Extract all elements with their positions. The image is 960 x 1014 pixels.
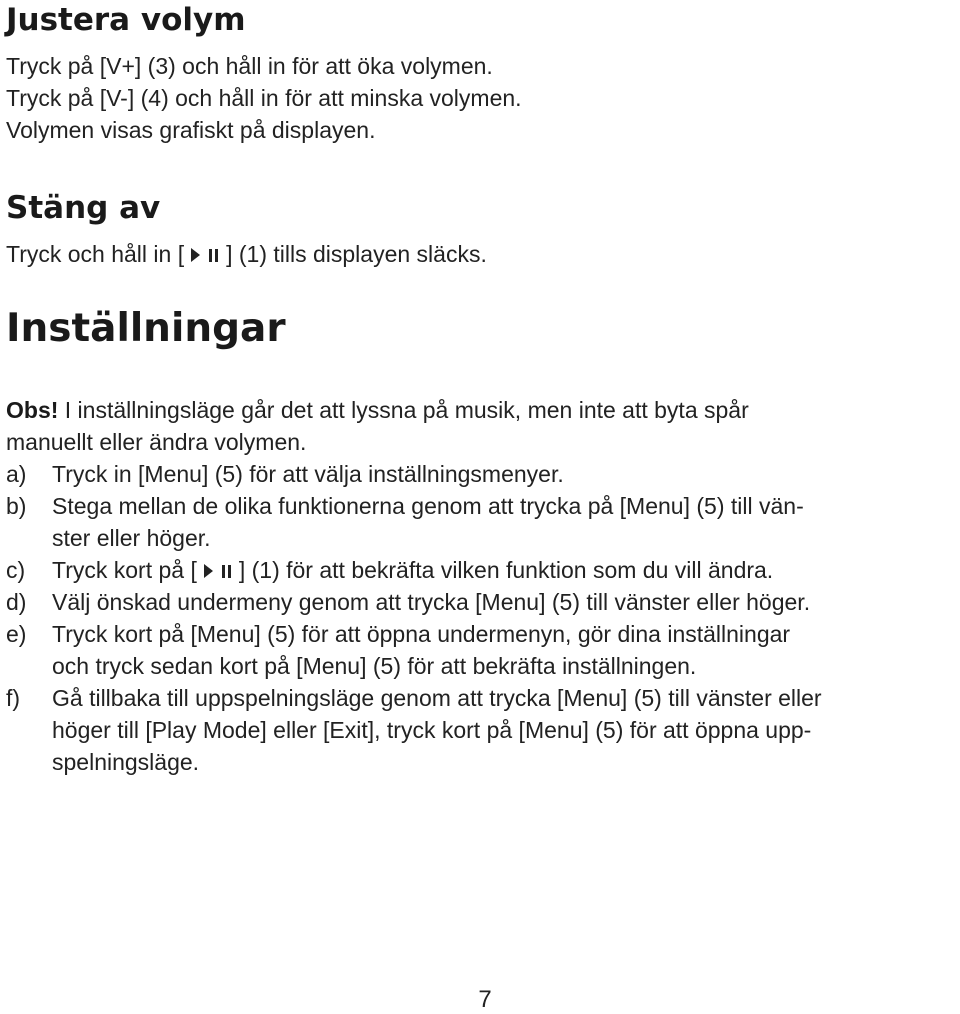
step-c-after: ] (1) för att bekräfta vilken funktion som du vill ändra. (238, 557, 774, 583)
step-text (52, 554, 956, 586)
obs-note (6, 394, 956, 458)
step-line (52, 554, 956, 586)
step-line: höger till [Play Mode] eller [Exit], tryck kort på [Menu] (5) för att öppna upp- (52, 717, 812, 743)
off-text-after: ] (1) tills displayen släcks. (226, 241, 487, 267)
step-line: Stega mellan de olika funktionerna genom att trycka på [Menu] (5) till vän- (52, 493, 804, 519)
obs-text-1: I inställningsläge går det att lyssna på musik, men inte att byta spår (58, 397, 749, 423)
step-line: Tryck kort på [Menu] (5) för att öppna undermenyn, gör dina inställningar (52, 621, 791, 647)
play-pause-icon (201, 562, 235, 580)
section-heading-settings: Inställningar (6, 306, 286, 351)
step-text (52, 458, 956, 490)
step-line: Välj önskad undermeny genom att trycka [Menu] (5) till vänster eller höger. (52, 589, 811, 615)
step-text (52, 490, 956, 554)
volume-instructions (6, 50, 522, 146)
page-number: 7 (478, 986, 492, 1013)
step-letter: d) (6, 589, 27, 615)
obs-line-1 (6, 394, 956, 426)
volume-line-3: Volymen visas grafiskt på displayen. (6, 117, 376, 143)
list-item (6, 586, 956, 618)
volume-line-1: Tryck på [V+] (3) och håll in för att öka volymen. (6, 53, 493, 79)
step-line: och tryck sedan kort på [Menu] (5) för att bekräfta inställningen. (52, 653, 697, 679)
off-instructions (6, 238, 487, 270)
step-text (52, 682, 956, 778)
step-line: Tryck in [Menu] (5) för att välja inställningsmenyer. (52, 461, 564, 487)
step-c-before: Tryck kort på [ (52, 557, 197, 583)
section-heading-off: Stäng av (6, 190, 161, 226)
off-text-before: Tryck och håll in [ (6, 241, 185, 267)
step-letter: a) (6, 461, 27, 487)
section-heading-volume: Justera volym (6, 2, 246, 38)
step-letter: e) (6, 621, 27, 647)
settings-steps-list (6, 458, 956, 778)
step-line: Gå tillbaka till uppspelningsläge genom att trycka [Menu] (5) till vänster eller (52, 685, 822, 711)
step-text (52, 586, 956, 618)
step-letter: b) (6, 493, 27, 519)
list-item (6, 618, 956, 682)
step-letter: c) (6, 557, 26, 583)
step-line: ster eller höger. (52, 525, 211, 551)
list-item (6, 682, 956, 778)
list-item (6, 490, 956, 554)
volume-line-2: Tryck på [V-] (4) och håll in för att minska volymen. (6, 85, 522, 111)
off-line (6, 238, 487, 270)
step-letter: f) (6, 685, 21, 711)
obs-line-2: manuellt eller ändra volymen. (6, 429, 307, 455)
list-item (6, 554, 956, 586)
step-text (52, 618, 956, 682)
play-pause-icon (188, 246, 222, 264)
step-line: spelningsläge. (52, 749, 200, 775)
list-item (6, 458, 956, 490)
settings-instructions (6, 394, 956, 778)
obs-label: Obs! (6, 397, 59, 423)
